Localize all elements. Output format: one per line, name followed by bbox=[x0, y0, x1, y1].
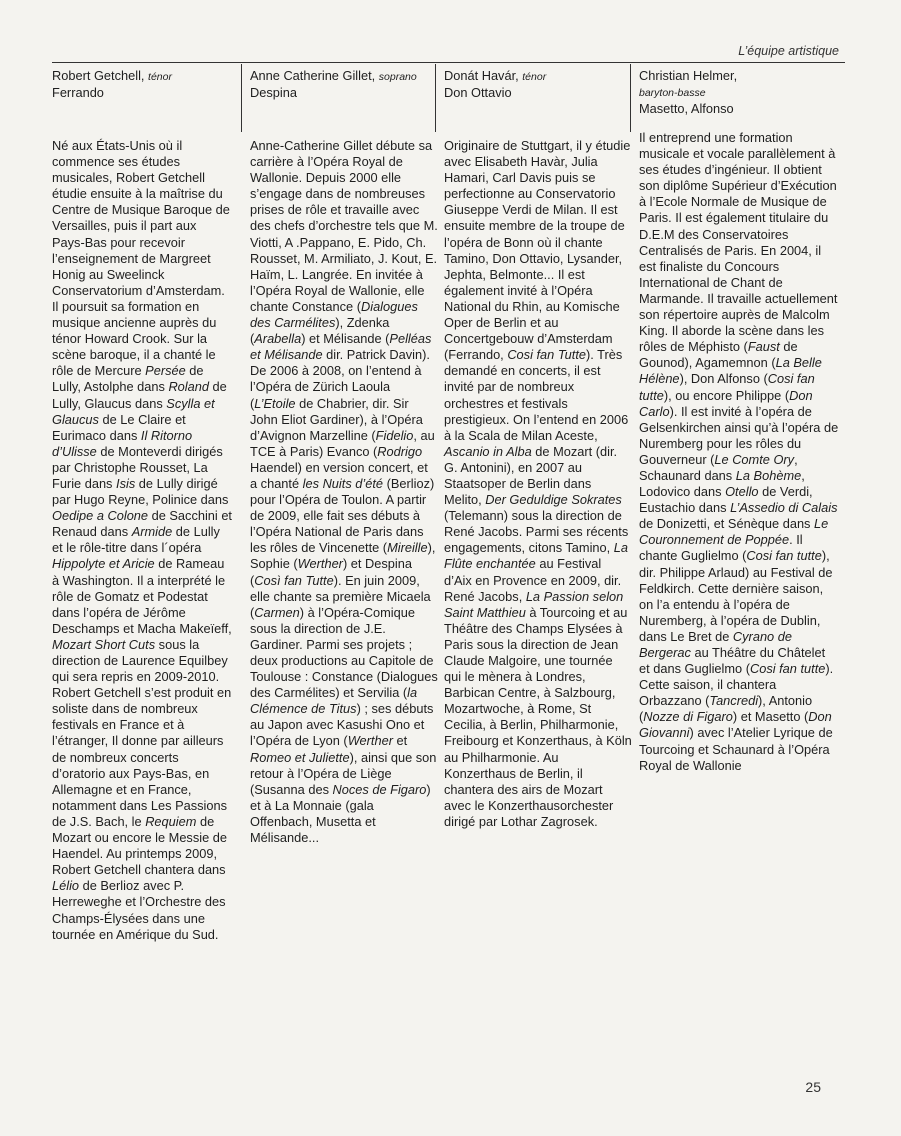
header-rule bbox=[52, 62, 845, 63]
role-name: Despina bbox=[250, 85, 297, 101]
artist-heading bbox=[52, 64, 232, 132]
artist-heading bbox=[639, 64, 831, 132]
role-name: Ferrando bbox=[52, 85, 104, 101]
artist-column bbox=[241, 64, 438, 846]
artist-bio: Il entreprend une formation musicale et vocale parallèlement à ses études d’ingénieur. Il obtient son diplôme Supérieur d’Exécution à l’Ecole Normale de Musique de Paris. Il est également titulaire du D.E.M des Conservatoires Centralisés de Paris. En 2004, il est finaliste du Concours International de Chant de Marmande. Il travaille actuellement son répertoire auprès de Malcolm King. Il aborde la scène dans les rôles de Méphisto (Faust de Gounod), Agamemnon (La Belle Hélène), Don Alfonso (Cosi fan tutte), ou encore Philippe (Don Carlo). Il est invité à l’opéra de Gelsenkirchen ainsi qu’à l’opéra de Nuremberg pour les rôles du Gouverneur (Le Comte Ory, Schaunard dans La Bohème, Lodovico dans Otello de Verdi, Eustachio dans L’Assedio di Calais de Donizetti, et Sénèque dans Le Couronnement de Poppée. Il chante Guglielmo (Cosi fan tutte), dir. Philippe Arlaud) au Festival de Feldkirch. Cette dernière saison, on l’a entendu à l’opéra de Nuremberg, à l’opéra de Dublin, dans Le Bret de Cyrano de Bergerac au Théâtre du Châtelet et dans Guglielmo (Cosi fan tutte). Cette saison, il chantera Orbazzano (Tancredi), Antonio (Nozze di Figaro) et Masetto (Don Giovanni) avec l’Atelier Lyrique de Tourcoing et Schaunard à l’Opéra Royal de Wallonie bbox=[639, 130, 839, 773]
artist-heading bbox=[444, 64, 624, 132]
artist-bio: Anne-Catherine Gillet débute sa carrière à l’Opéra Royal de Wallonie. Depuis 2000 elle s’engage dans de nombreuses prises de rôle et travaille avec des chefs d’orchestre tels que M. Viotti, A .Pappano, E. Pido, Ch. Rousset, M. Armiliato, J. Kout, E. Haïm, L. Langrée. En invitée à l’Opéra Royal de Wallonie, elle chante Constance (Dialogues des Carmélites), Zdenka (Arabella) et Mélisande (Pelléas et Mélisande dir. Patrick Davin). De 2006 à 2008, on l’entend à l’Opéra de Zürich Laoula (L’Etoile de Chabrier, dir. Sir John Eliot Gardiner), à l’Opéra d’Avignon Marzelline (Fidelio, au TCE à Paris) Evanco (Rodrigo Haendel) en version concert, et a chanté les Nuits d’été (Berlioz) pour l’Opéra de Toulon. A partir de 2009, elle fait ses débuts à l’Opéra National de Paris dans les rôles de Vincenette (Mireille), Sophie (Werther) et Despina (Così fan Tutte). En juin 2009, elle chante sa première Micaela (Carmen) à l’Opéra-Comique sous la direction de J.E. Gardiner. Parmi ses projets ; deux productions au Capitole de Toulouse : Constance (Dialogues des Carmélites) et Servilia (la Clémence de Titus) ; ses débuts au Japon avec Kasushi Ono et l’Opéra de Lyon (Werther et Romeo et Juliette), ainsi que son retour à l’Opéra de Liège (Susanna des Noces de Figaro) et à La Monnaie (gala Offenbach, Musetta et Mélisande... bbox=[250, 138, 438, 846]
artist-column bbox=[630, 64, 839, 773]
artist-name: Donát Havár, bbox=[444, 68, 519, 83]
role-name: Masetto, Alfonso bbox=[639, 101, 734, 117]
voice-type: soprano bbox=[378, 71, 417, 83]
artist-column bbox=[435, 64, 632, 829]
voice-type: baryton-basse bbox=[639, 87, 706, 100]
artist-heading bbox=[250, 64, 430, 132]
page-number: 25 bbox=[805, 1079, 821, 1095]
artist-name: Robert Getchell, bbox=[52, 68, 145, 83]
voice-type: ténor bbox=[148, 71, 172, 83]
section-title: L’équipe artistique bbox=[738, 44, 839, 58]
artist-name: Anne Catherine Gillet, bbox=[250, 68, 376, 83]
artist-bio: Né aux États-Unis où il commence ses études musicales, Robert Getchell étudie ensuite à la maîtrise du Centre de Musique Baroque de Versailles, puis il part aux Pays-Bas pour recevoir l’enseignement de Margreet Honig au Sweelinck Conservatorium d’Amsterdam. Il poursuit sa formation en musique ancienne auprès du ténor Howard Crook. Sur la scène baroque, il a chanté le rôle de Mercure Persée de Lully, Astolphe dans Roland de Lully, Glaucus dans Scylla et Glaucus de Le Claire et Eurimaco dans Il Ritorno d’Ulisse de Monteverdi dirigés par Christophe Rousset, La Furie dans Isis de Lully dirigé par Hugo Reyne, Polinice dans Oedipe a Colone de Sacchini et Renaud dans Armide de Lully et le rôle-titre dans l´opéra Hippolyte et Aricie de Rameau à Washington. Il a interprété le rôle de Gomatz et Podestat dans l’opéra de Jérôme Deschamps et Macha Makeïeff, Mozart Short Cuts sous la direction de Laurence Equilbey qui sera repris en 2009-2010. Robert Getchell s’est produit en soliste dans de nombreux festivals en France et à l’étranger, Il donne par ailleurs de nombreux concerts d’oratorio aux Pays-Bas, en Allemagne et en France, notamment dans Les Passions de J.S. Bach, le Requiem de Mozart ou encore le Messie de Haendel. Au printemps 2009, Robert Getchell chantera dans Lélio de Berlioz avec P. Herreweghe et l’Orchestre des Champs-Élysées dans une tournée en Amérique du Sud. bbox=[52, 138, 232, 942]
artist-column bbox=[52, 64, 232, 942]
artist-bio: Originaire de Stuttgart, il y étudie avec Elisabeth Havàr, Julia Hamari, Carl Davis puis se perfectionne au Conservatorio Giuseppe Verdi de Milan. Il est ensuite membre de la troupe de l’opéra de Bonn où il chante Tamino, Don Ottavio, Lysander, Jephta, Belmonte... Il est également invité à l’Opéra National du Rhin, au Komische Oper de Berlin et au Concertgebouw d’Amsterdam (Ferrando, Cosi fan Tutte). Très demandé en concerts, il est invité par de nombreux orchestres et festivals prestigieux. On l’entend en 2006 à la Scala de Milan Aceste, Ascanio in Alba de Mozart (dir. G. Antonini), en 2007 au Staatsoper de Berlin dans Melito, Der Geduldige Sokrates (Telemann) sous la direction de René Jacobs. Parmi ses récents engagements, citons Tamino, La Flûte enchantée au Festival d’Aix en Provence en 2009, dir. René Jacobs, La Passion selon Saint Matthieu à Tourcoing et au Théâtre des Champs Elysées à Paris sous la direction de Jean Claude Malgoire, une tournée qui le mènera à Londres, Barbican Centre, à Salzbourg, Mozartwoche, à Rome, St Cecilia, à Berlin, Philharmonie, Freibourg et Konzerthaus, à Köln au Philharmonie. Au Konzerthaus de Berlin, il chantera des airs de Mozart avec le Konzerthausorchester dirigé par Lothar Zagrosek. bbox=[444, 138, 632, 829]
voice-type: ténor bbox=[522, 71, 547, 83]
artist-name: Christian Helmer, bbox=[639, 68, 738, 83]
role-name: Don Ottavio bbox=[444, 85, 512, 101]
